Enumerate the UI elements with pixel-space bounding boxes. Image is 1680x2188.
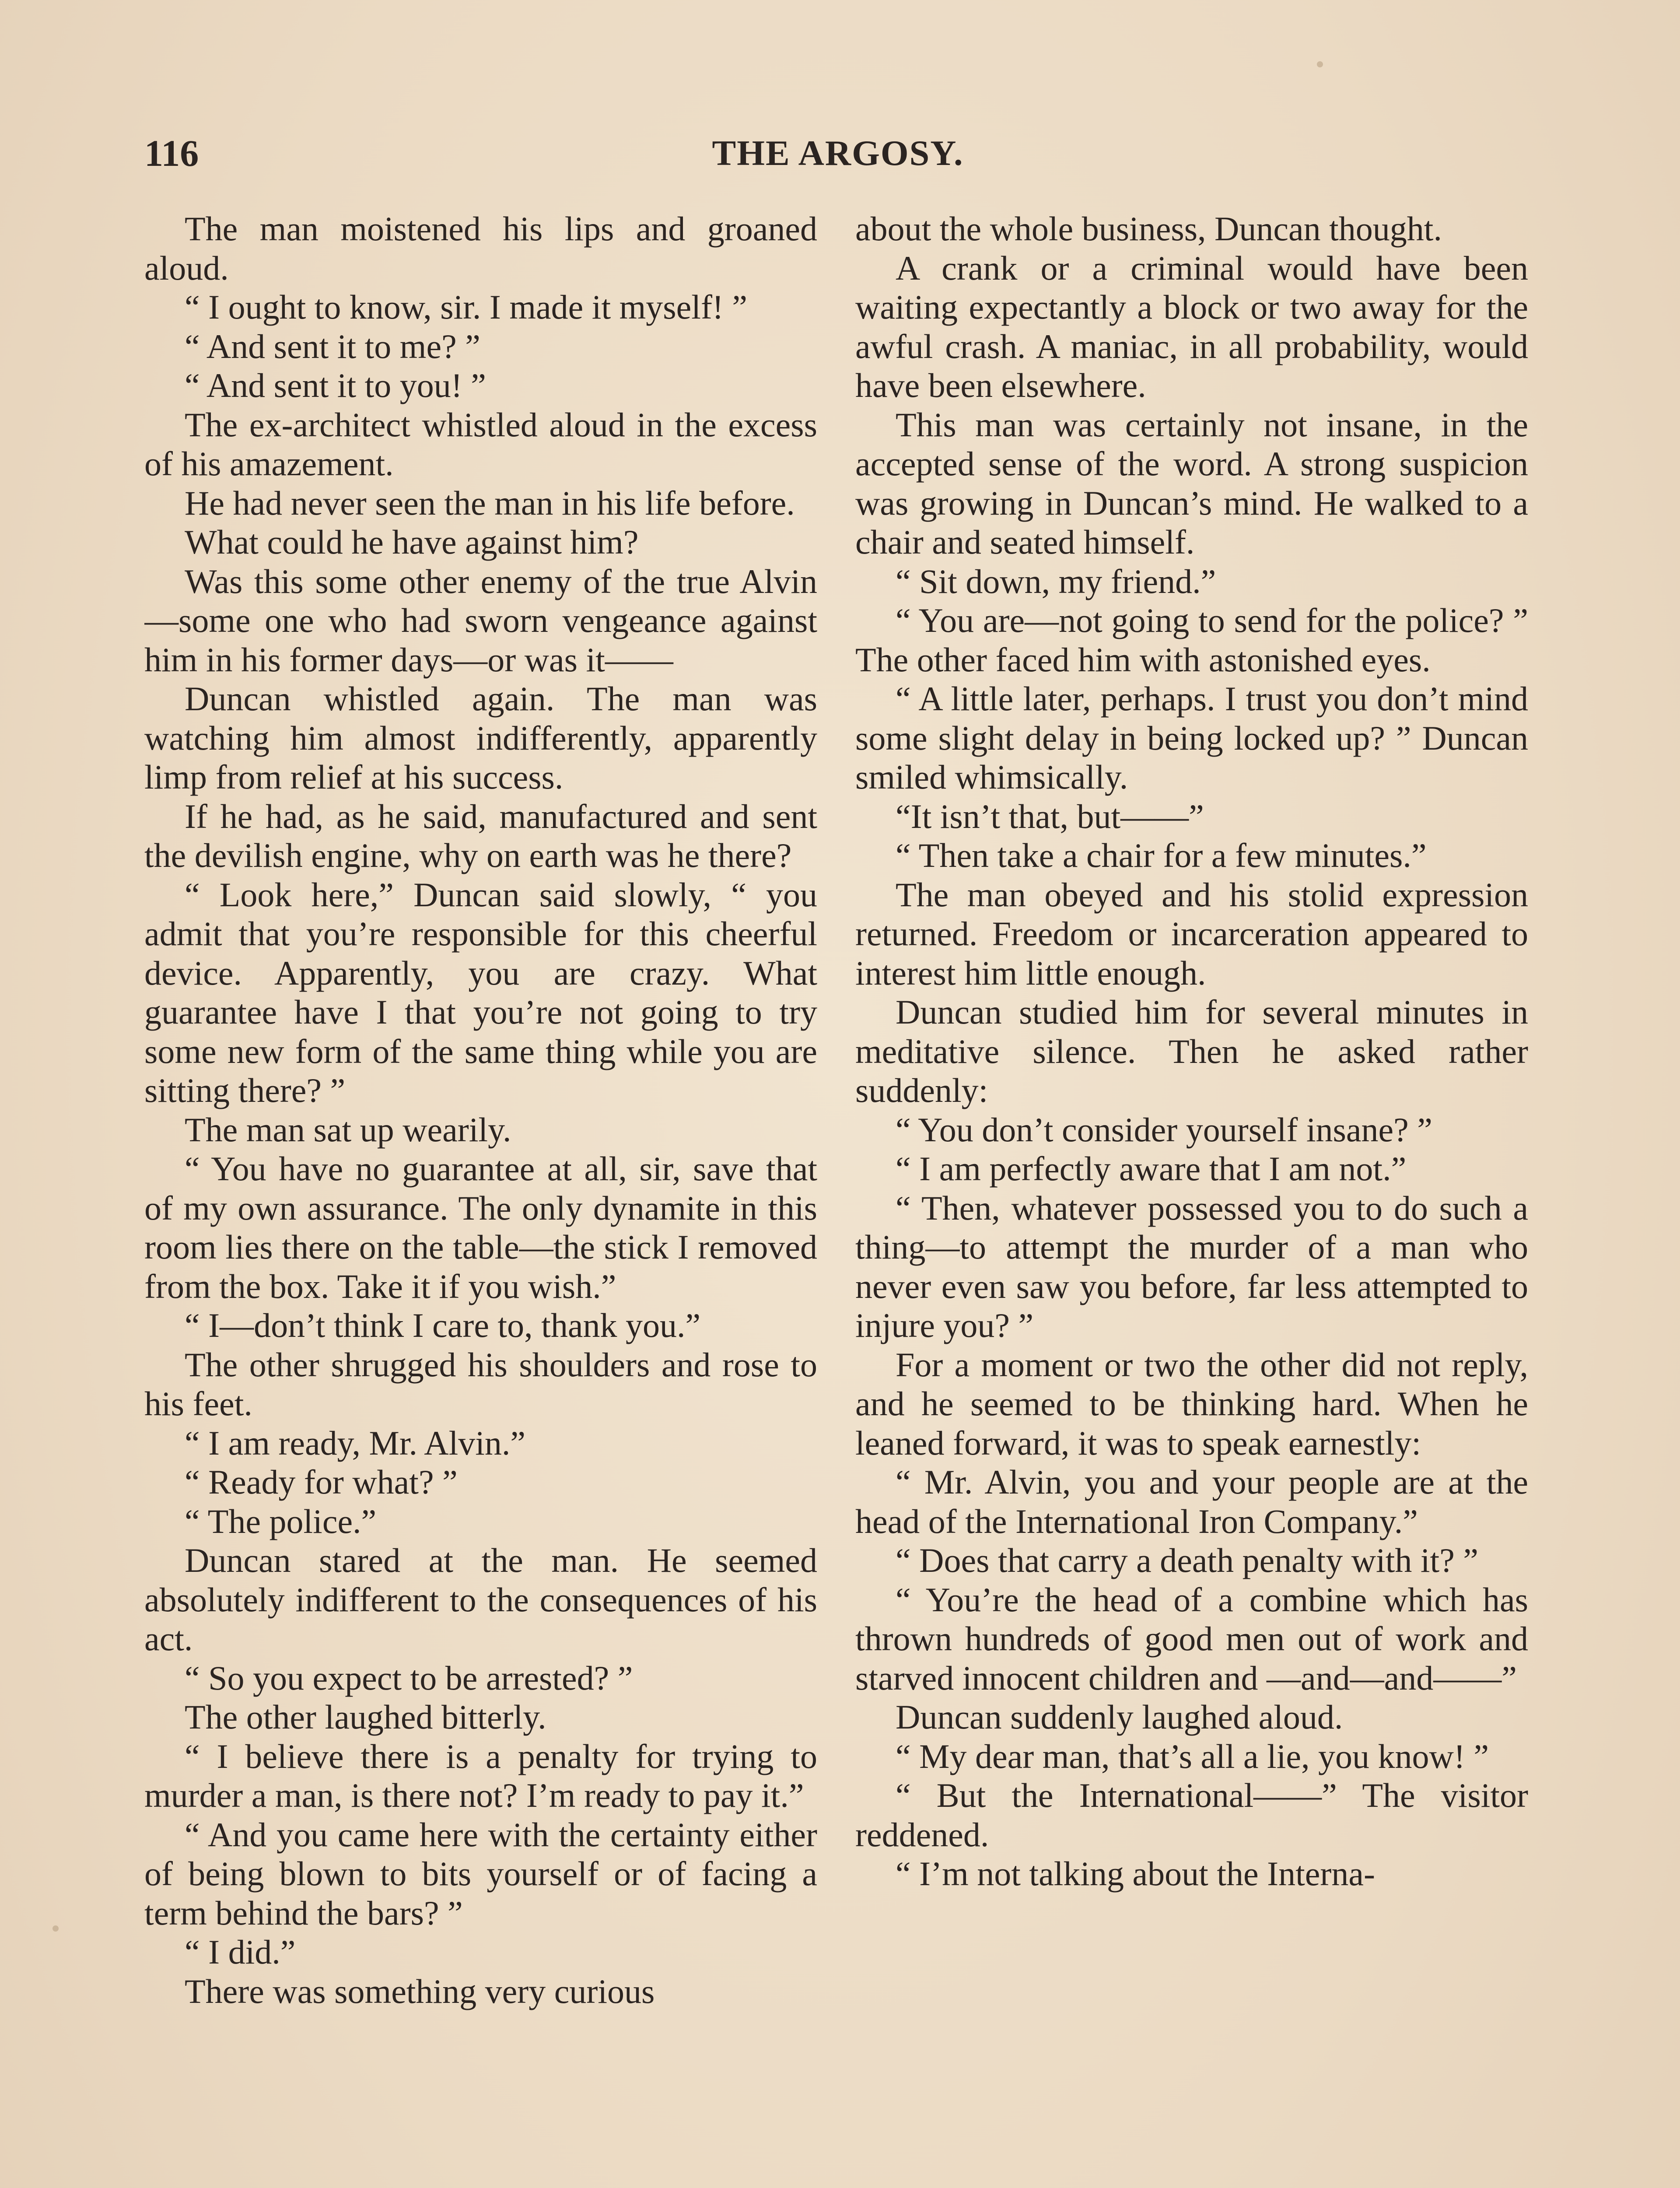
paragraph: The ex-architect whistled aloud in the excess of his amazement. (144, 405, 817, 483)
paragraph: “ You have no guarantee at all, sir, save that of my own assurance. The only dynamite in this room lies there on the table—the stick I removed from the box. Take it if you wish.” (144, 1150, 817, 1305)
paragraph: Duncan whistled again. The man was watching him almost indifferently, apparently limp from relief at his success. (144, 680, 817, 796)
paragraph: This man was certainly not insane, in the accepted sense of the word. A strong suspicion was growing in Duncan’s mind. He walked to a chair and seated himself. (855, 405, 1528, 561)
paragraph: “ Then, whatever possessed you to do such a thing—to attempt the murder of a man who never even saw you before, far less attempted to injure you? ” (855, 1189, 1528, 1344)
paragraph: “ I believe there is a penalty for trying to murder a man, is there not? I’m ready to pay it.” (144, 1737, 817, 1814)
paragraph: “ Look here,” Duncan said slowly, “ you admit that you’re responsible for this cheerful device. Apparently, you are crazy. What guarantee have I that you’re not going to try some new form of the same thing while you are sitting there? ” (144, 875, 817, 1109)
paragraph: Was this some other enemy of the true Alvin—some one who had sworn vengeance against him in his former days—or was it—— (144, 562, 817, 679)
paragraph: “ Mr. Alvin, you and your people are at the head of the International Iron Company.” (855, 1463, 1528, 1540)
paragraph: The other shrugged his shoulders and rose to his feet. (144, 1345, 817, 1423)
paper-speck (52, 1925, 59, 1932)
paragraph: Duncan studied him for several minutes in meditative silence. Then he asked rather suddenly: (855, 993, 1528, 1109)
paragraph: “ The police.” (185, 1502, 377, 1540)
right-text-column (855, 209, 1528, 2188)
page-number: 116 (144, 132, 199, 174)
paragraph: “ I did.” (185, 1933, 296, 1971)
running-title: THE ARGOSY. (712, 133, 964, 173)
paragraph: about the whole business, Duncan thought. (855, 210, 1442, 248)
paragraph: He had never seen the man in his life before. (185, 484, 795, 522)
paragraph: “ I ought to know, sir. I made it myself! ” (185, 288, 748, 326)
paragraph: “ And you came here with the certainty either of being blown to bits yourself or of facing a term behind the bars? ” (144, 1815, 817, 1932)
paragraph: “ Ready for what? ” (185, 1463, 458, 1501)
paragraph: A crank or a criminal would have been waiting expectantly a block or two away for the awful crash. A maniac, in all probability, would have been elsewhere. (855, 249, 1528, 404)
paragraph: “ A little later, perhaps. I trust you don’t mind some slight delay in being locked up? ” Duncan smiled whimsically. (855, 680, 1528, 796)
paragraph: “It isn’t that, but——” (896, 797, 1204, 835)
paragraph: For a moment or two the other did not reply, and he seemed to be thinking hard. When he leaned forward, it was to speak earnestly: (855, 1345, 1528, 1462)
paragraph: “ Sit down, my friend.” (896, 562, 1216, 600)
paragraph: “ You are—not going to send for the police? ” The other faced him with astonished eyes. (855, 601, 1528, 679)
paragraph: The man sat up wearily. (185, 1110, 511, 1149)
paragraph: “ I—don’t think I care to, thank you.” (185, 1306, 701, 1344)
paragraph: Duncan suddenly laughed aloud. (896, 1698, 1343, 1736)
paragraph: Duncan stared at the man. He seemed absolutely indifferent to the consequences of his act. (144, 1541, 817, 1658)
paragraph: “ I’m not talking about the Interna- (896, 1855, 1375, 1893)
paragraph: “ So you expect to be arrested? ” (185, 1659, 633, 1697)
page-header (144, 127, 1531, 179)
paragraph: The other laughed bitterly. (185, 1698, 546, 1736)
paragraph: “ Then take a chair for a few minutes.” (896, 836, 1427, 874)
paragraph: “ And sent it to you! ” (185, 366, 486, 404)
paragraph: “ Does that carry a death penalty with it? ” (896, 1541, 1478, 1579)
paragraph: “ And sent it to me? ” (185, 327, 480, 365)
paragraph: “ My dear man, that’s all a lie, you know! ” (896, 1737, 1489, 1775)
left-text-column (144, 209, 817, 2188)
paper-speck (1317, 61, 1323, 67)
paragraph: If he had, as he said, manufactured and sent the devilish engine, why on earth was he there? (144, 797, 817, 874)
paragraph: “ But the International——” The visitor reddened. (855, 1776, 1528, 1854)
paragraph: “ I am perfectly aware that I am not.” (896, 1150, 1407, 1188)
paragraph: What could he have against him? (185, 523, 639, 561)
paragraph: The man obeyed and his stolid expression returned. Freedom or incarceration appeared to interest him little enough. (855, 875, 1528, 992)
paragraph: The man moistened his lips and groaned aloud. (144, 210, 817, 287)
paragraph: There was something very curious (185, 1972, 655, 2010)
paragraph: “ You don’t consider yourself insane? ” (896, 1110, 1432, 1149)
paragraph: “ I am ready, Mr. Alvin.” (185, 1424, 526, 1462)
paragraph: “ You’re the head of a combine which has thrown hundreds of good men out of work and starved innocent children and —and—and——” (855, 1580, 1528, 1697)
